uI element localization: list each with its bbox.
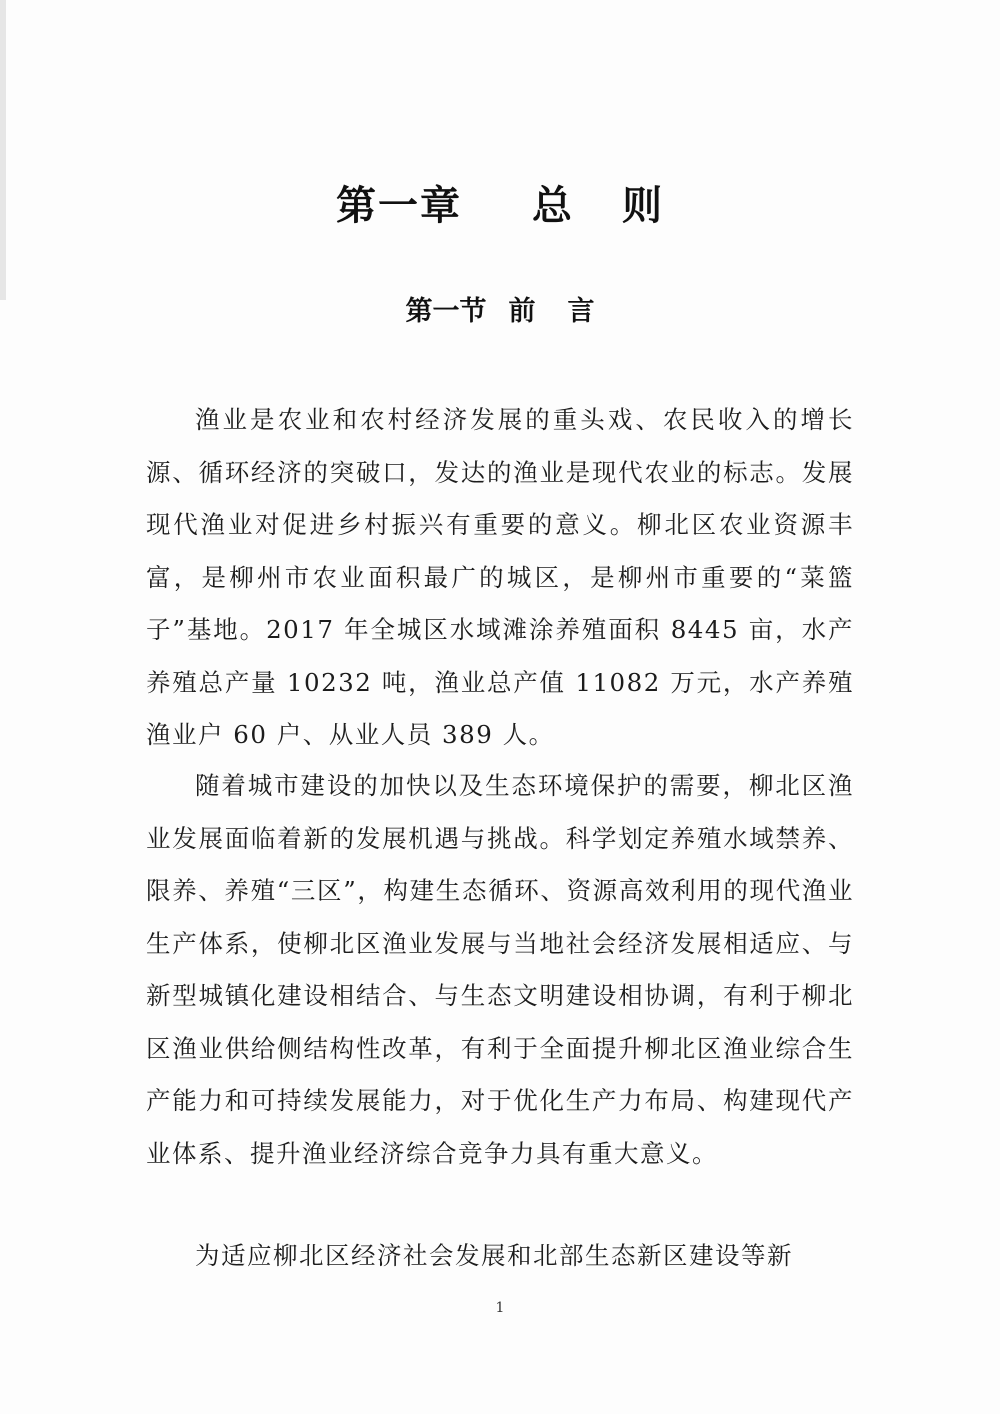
page-number: 1: [495, 1300, 505, 1316]
section-title-char-2: 言: [567, 296, 595, 327]
paragraph-intro: 渔业是农业和农村经济发展的重头戏、农民收入的增长源、循环经济的突破口，发达的渔业是现代农业的标志。发展现代渔业对促进乡村振兴有重要的意义。柳北区农业资源丰富，是柳州市农业面积最广的城区，是柳州市重要的“菜篮子”基地。2017 年全城区水域滩涂养殖面积 8445 亩，水产养殖总产量 10232 吨，渔业总产值 11082 万元，水产养殖渔业户 60 户、从业人员 389 人。: [146, 405, 854, 749]
chapter-title-char-2: 则: [622, 183, 664, 229]
section-label: 第一节: [405, 296, 487, 327]
chapter-label: 第一章: [336, 183, 462, 229]
section-title: [0, 292, 1000, 332]
chapter-title: [0, 178, 1000, 234]
paragraph-continuation: 为适应柳北区经济社会发展和北部生态新区建设等新: [195, 1241, 793, 1270]
scan-edge-mark: [0, 0, 6, 300]
paragraph-development: 随着城市建设的加快以及生态环境保护的需要，柳北区渔业发展面临着新的发展机遇与挑战。科学划定养殖水域禁养、限养、养殖“三区”，构建生态循环、资源高效利用的现代渔业生产体系，使柳北区渔业发展与当地社会经济发展相适应、与新型城镇化建设相结合、与生态文明建设相协调，有利于柳北区渔业供给侧结构性改革，有利于全面提升柳北区渔业综合生产能力和可持续发展能力，对于优化生产力布局、构建现代产业体系、提升渔业经济综合竞争力具有重大意义。: [146, 771, 854, 1168]
section-title-char-1: 前: [508, 296, 536, 327]
chapter-title-char-1: 总: [532, 183, 574, 229]
